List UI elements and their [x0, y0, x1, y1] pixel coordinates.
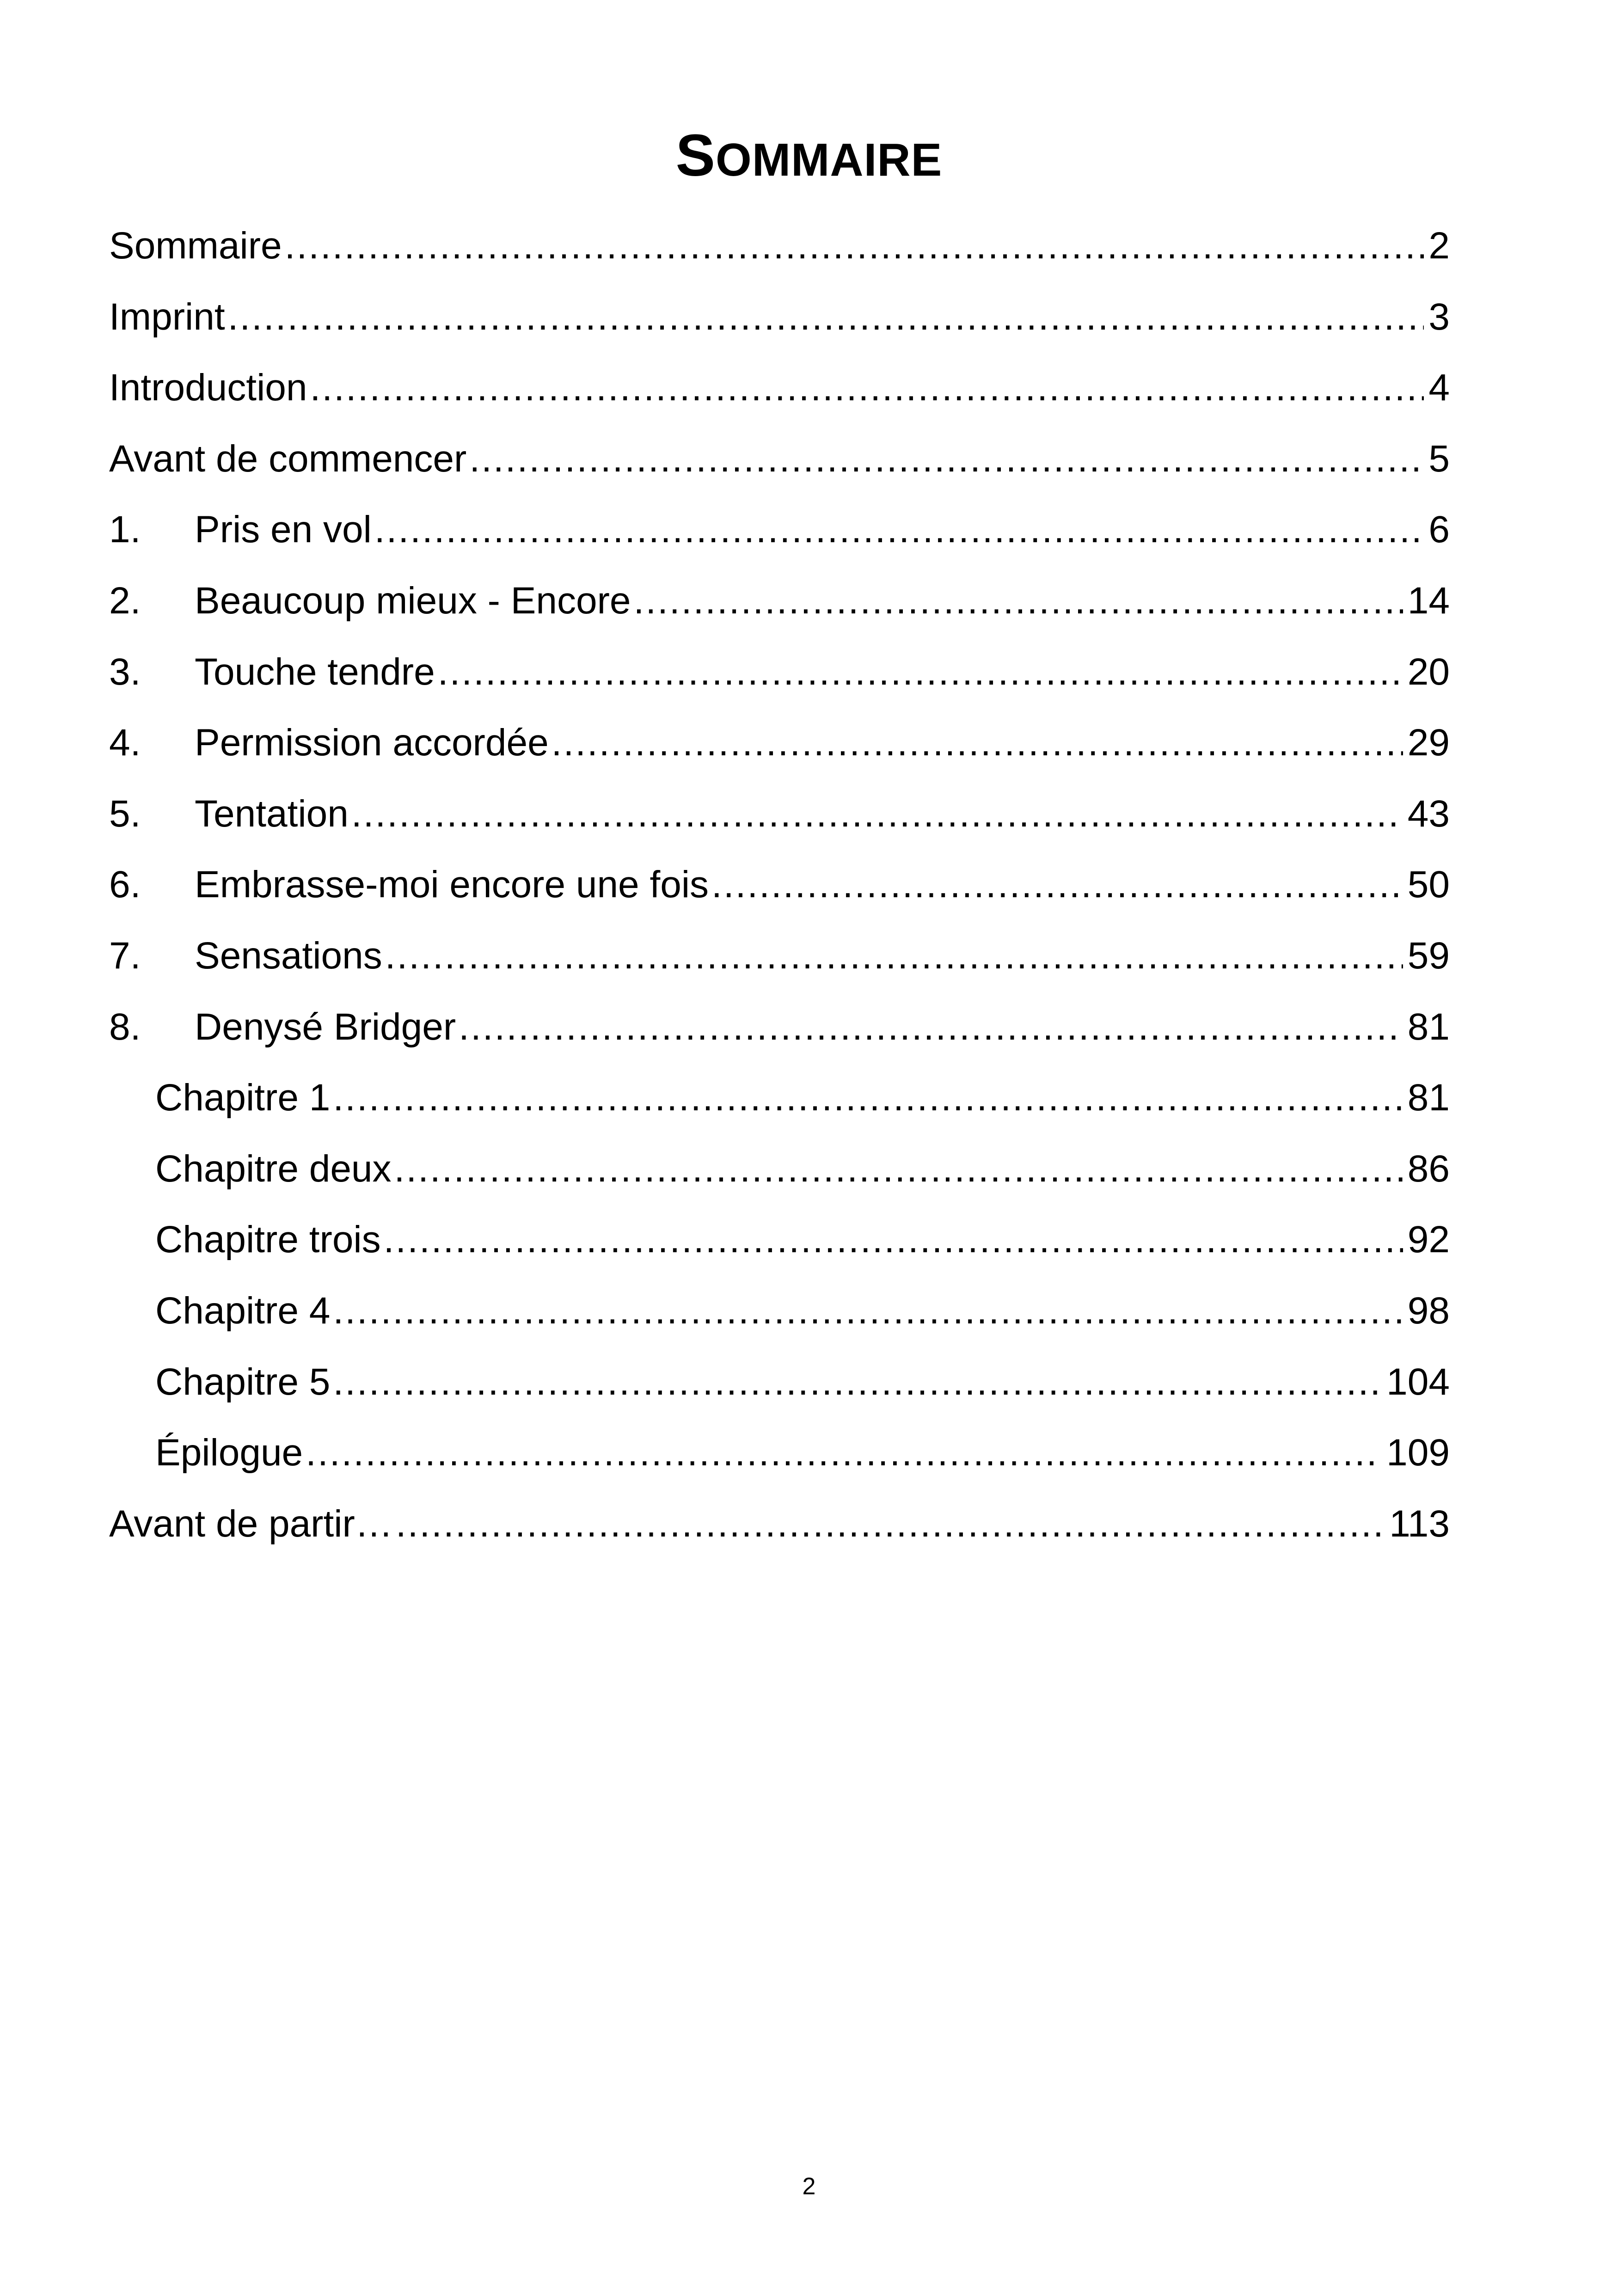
toc-entry-label: Tentation: [195, 792, 349, 835]
toc-dot-leader: [552, 707, 1403, 778]
toc-entry[interactable]: [109, 1347, 1450, 1418]
toc-entry[interactable]: [109, 1062, 1450, 1133]
toc-entry-page-number: 3: [1428, 295, 1450, 338]
toc-entry[interactable]: [109, 565, 1450, 637]
toc-entry-label: Chapitre 4: [155, 1289, 331, 1332]
toc-entry-label: Embrasse-moi encore une fois: [195, 863, 709, 906]
toc-entry-label: Denysé Bridger: [195, 1005, 456, 1048]
toc-dot-leader: [351, 778, 1403, 850]
toc-entry-page-number: 14: [1407, 579, 1450, 622]
toc-dot-leader: [333, 1275, 1403, 1347]
toc-entry-label: Permission accordée: [195, 722, 549, 764]
toc-entry-number: 6.: [109, 863, 141, 906]
toc-entry-label: Épilogue: [155, 1432, 303, 1474]
page-title: [0, 121, 1618, 195]
toc-entry-label: Beaucoup mieux - Encore: [195, 579, 631, 622]
toc-entry-label: Chapitre deux: [155, 1147, 392, 1190]
toc-entry-page-number: 98: [1407, 1289, 1450, 1332]
footer-page-number: 2: [802, 2173, 816, 2200]
toc-entry[interactable]: [109, 352, 1450, 423]
toc-entry[interactable]: [109, 1417, 1450, 1488]
toc-entry[interactable]: [109, 1204, 1450, 1275]
toc-dot-leader: [396, 1488, 1385, 1560]
toc-entry-page-number: 29: [1407, 722, 1450, 764]
toc-entry-number: 2.: [109, 579, 141, 622]
toc-dot-leader: [306, 1417, 1382, 1488]
toc-entry[interactable]: [109, 1275, 1450, 1347]
toc-dot-leader: [374, 494, 1424, 565]
toc-entry-page-number: 92: [1407, 1218, 1450, 1261]
toc-entry[interactable]: [109, 1488, 1450, 1560]
toc-entry[interactable]: [109, 707, 1450, 778]
title-rest: OMMAIRE: [716, 134, 943, 186]
toc-entry-page-number: 6: [1428, 508, 1450, 551]
toc-dot-leader: [333, 1347, 1382, 1418]
toc-dot-leader: [228, 282, 1424, 353]
toc-entry-label: Chapitre 1: [155, 1077, 331, 1119]
toc-entry[interactable]: [109, 920, 1450, 992]
toc-dot-leader: [285, 210, 1424, 282]
toc-entry[interactable]: [109, 778, 1450, 850]
toc-dot-leader: [469, 423, 1424, 495]
toc-dot-leader: [711, 849, 1403, 920]
toc-entry-page-number: 104: [1386, 1360, 1450, 1403]
toc-entry[interactable]: [109, 992, 1450, 1063]
toc-entry-label: Avant de commencer: [109, 437, 467, 480]
toc-entry-page-number: 59: [1407, 934, 1450, 977]
toc-entry-page-number: 86: [1407, 1147, 1450, 1190]
toc-entry-page-number: 50: [1407, 863, 1450, 906]
toc-entry-label: Introduction: [109, 367, 307, 409]
toc-entry-label: Chapitre 5: [155, 1360, 331, 1403]
toc-entry-label: Touche tendre: [195, 650, 435, 693]
toc-entry[interactable]: [109, 210, 1450, 282]
toc-entry-page-number: 2: [1428, 225, 1450, 267]
toc-entry-label: Sommaire: [109, 225, 282, 267]
toc-entry-number: 5.: [109, 792, 141, 835]
toc-dot-leader: [385, 920, 1403, 992]
toc-entry-number: 1.: [109, 508, 141, 551]
toc-entry-page-number: 4: [1428, 367, 1450, 409]
toc-entry[interactable]: [109, 1133, 1450, 1205]
toc-dot-leader: [459, 992, 1403, 1063]
toc-entry-page-number: 43: [1407, 792, 1450, 835]
toc-entry-number: 3.: [109, 650, 141, 693]
toc-entry[interactable]: [109, 849, 1450, 920]
toc-dot-leader: [333, 1062, 1403, 1133]
toc-entry-page-number: 81: [1407, 1005, 1450, 1048]
toc-entry[interactable]: [109, 423, 1450, 495]
title-first-letter: S: [675, 122, 716, 189]
toc-dot-leader: [310, 352, 1424, 423]
toc-dot-leader: [634, 565, 1403, 637]
toc-entry-number: 7.: [109, 934, 141, 977]
toc-entry[interactable]: [109, 637, 1450, 708]
toc-dot-leader: [438, 637, 1403, 708]
toc-entry-number: 4.: [109, 722, 141, 764]
toc-entry-page-number: 113: [1389, 1502, 1450, 1545]
toc-entry-page-number: 20: [1407, 650, 1450, 693]
toc-entry-page-number: 109: [1386, 1432, 1450, 1474]
toc-entry-number: 8.: [109, 1005, 141, 1048]
toc-entry-label: Chapitre trois: [155, 1218, 381, 1261]
toc-entry-label: Imprint: [109, 295, 225, 338]
toc-dot-leader: [394, 1133, 1403, 1205]
toc-entry-page-number: 81: [1407, 1077, 1450, 1119]
toc-entry-label: Avant de partir…: [109, 1502, 393, 1545]
toc-dot-leader: [384, 1204, 1403, 1275]
toc-entry-page-number: 5: [1428, 437, 1450, 480]
toc-entry-label: Sensations: [195, 934, 382, 977]
toc-entry[interactable]: [109, 494, 1450, 565]
toc-entry[interactable]: [109, 282, 1450, 353]
toc-entry-label: Pris en vol: [195, 508, 372, 551]
table-of-contents: [109, 210, 1450, 1559]
